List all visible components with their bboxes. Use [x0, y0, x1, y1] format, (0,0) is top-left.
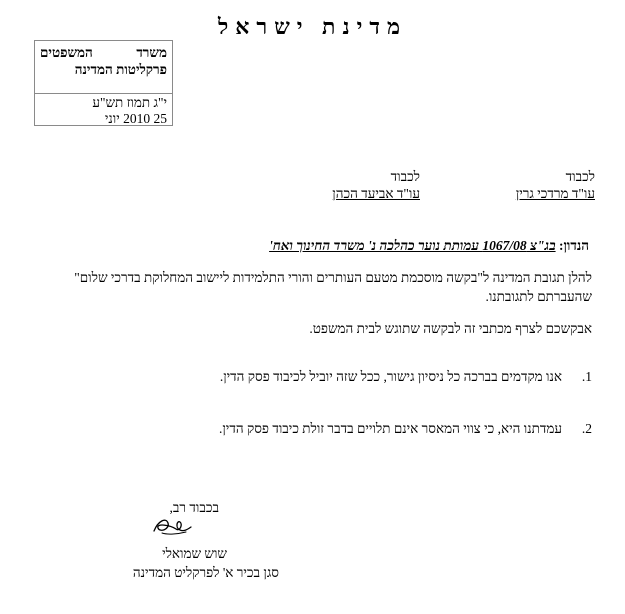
ministry-word-1: משרד — [136, 45, 167, 60]
list-item-1 — [22, 367, 592, 386]
recipient-2 — [332, 168, 420, 202]
signer-title: סגן בכיר א' לפרקליט המדינה — [132, 565, 279, 580]
recipient-1-name: עו"ד מרדכי גרין — [515, 186, 595, 201]
hebrew-date: י"ג תמוז תש"ע — [92, 95, 167, 110]
body-paragraph-2: אבקשכם לצרף מכתבי זה לבקשה שתוגש לבית המשפט. — [309, 321, 592, 336]
list-item-2-text: עמדתנו היא, כי צווי המאסר אינם תלויים בדבר זולת כיבוד פסק הדין. — [218, 421, 562, 436]
date-day-month: 25 יוני — [104, 111, 167, 126]
recipient-1 — [516, 168, 595, 202]
date-block — [35, 94, 172, 127]
state-title: מדינת ישראל — [217, 14, 408, 39]
list-item-2 — [22, 419, 592, 438]
signature-icon — [150, 513, 194, 539]
gregorian-date — [40, 111, 167, 127]
subject-line — [269, 238, 589, 254]
body-paragraph-1: להלן תגובת המדינה ל"בקשה מוסכמת מטעם העותרים והורי התלמידות ליישוב המחלוקת בדרכי שלום" שהעברתם לתגובתנו. — [74, 270, 592, 304]
recipient-2-salutation: לכבוד — [390, 169, 420, 184]
office-name: פרקליטות המדינה — [74, 62, 167, 77]
ministry-box — [34, 40, 173, 126]
recipient-2-name: עו"ד אביעד הכהן — [332, 186, 420, 201]
list-item-1-text: אנו מקדמים בברכה כל ניסיון גישור, ככל שזה יוביל לכיבוד פסק הדין. — [219, 369, 562, 384]
subject-text: בג"צ 1067/08 עמותת נוער כהלכה נ' משרד החינוך ואח' — [269, 238, 556, 253]
ministry-name — [40, 44, 167, 61]
closing-regards: בכבוד רב, — [169, 500, 219, 515]
ministry-word-2: המשפטים — [40, 45, 93, 60]
recipient-1-salutation: לכבוד — [565, 169, 595, 184]
subject-label: הנדון: — [558, 238, 589, 253]
signer-name: שוש שמואלי — [162, 546, 227, 561]
list-item-2-number: 2. — [581, 421, 592, 436]
date-year: 2010 — [123, 111, 151, 126]
ministry-header — [35, 41, 172, 94]
list-item-1-number: 1. — [581, 369, 592, 384]
